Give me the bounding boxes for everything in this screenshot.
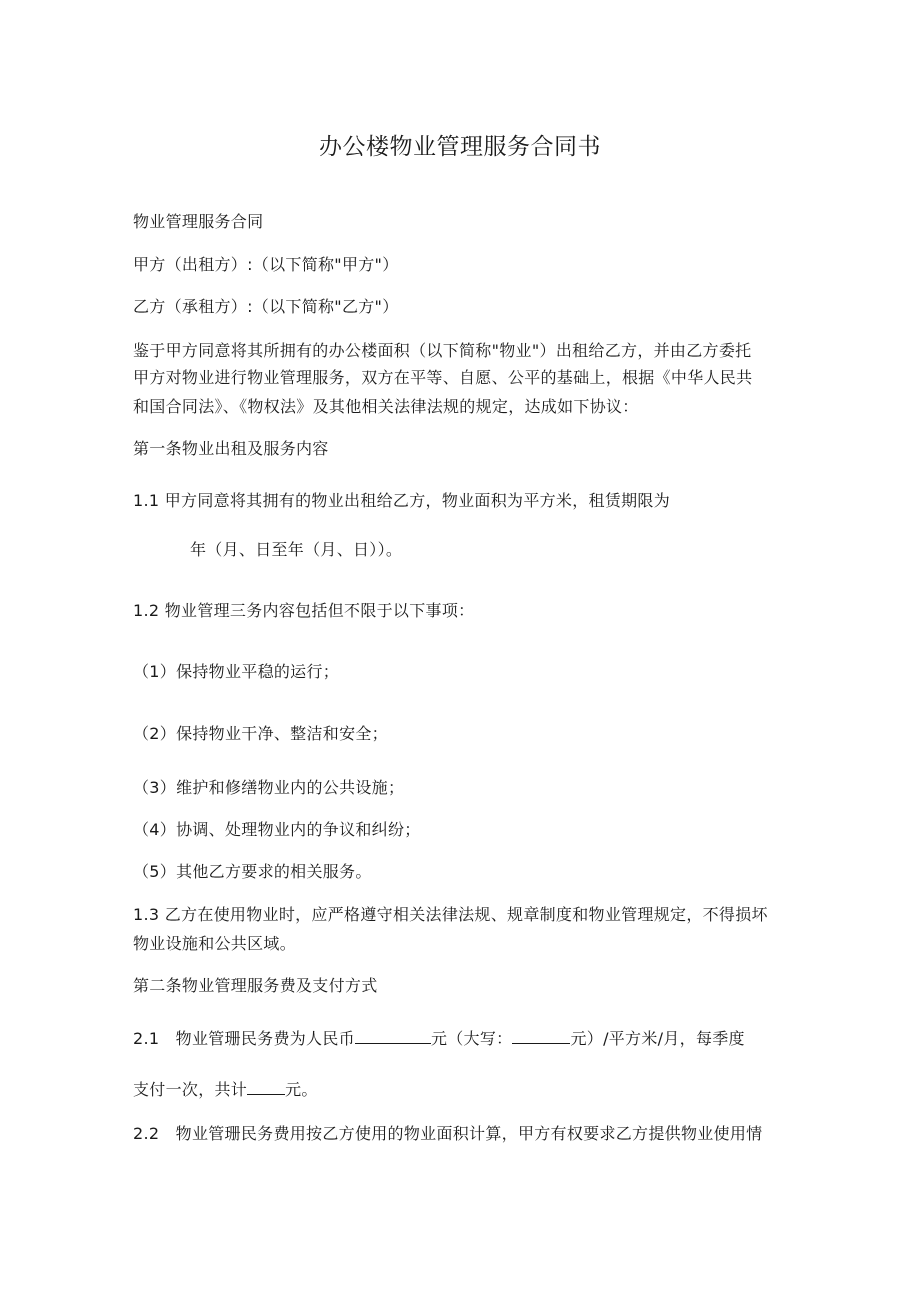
service-item: （4）协调、处理物业内的争议和纠纷； (133, 820, 421, 839)
party-b-line: 乙方（承租方）:（以下简称"乙方"） (133, 297, 399, 316)
subtitle: 物业管理服务合同 (133, 212, 264, 231)
service-item: （1）保持物业平稳的运行； (133, 662, 340, 681)
clause-1-3-continued: 物业设施和公共区域。 (133, 934, 297, 953)
clause-2-1-continued (133, 1078, 318, 1101)
service-item: （3）维护和修缮物业内的公共设施； (133, 778, 405, 797)
clause-1-2: 1.2 物业管理三务内容包括但不限于以下事项： (133, 601, 475, 620)
clause-2-2: 2.2 物业管珊民务费用按乙方使用的物业面积计算，甲方有权要求乙方提供物业使用情 (133, 1124, 763, 1143)
clause-2-1-text: 元。 (285, 1080, 318, 1099)
preamble-line: 和国合同法》、《物权法》及其他相关法律法规的规定，达成如下协议： (133, 397, 639, 416)
clause-2-1-text: 元）/平方米/月，每季度 (570, 1029, 745, 1048)
service-item: （5）其他乙方要求的相关服务。 (133, 862, 372, 881)
service-item: （2）保持物业干净、整洁和安全； (133, 724, 388, 743)
clause-2-1-text: 元（大写： (430, 1029, 513, 1048)
document-title: 办公楼物业管理服务合同书 (319, 134, 601, 160)
clause-1-3: 1.3 乙方在使用物业时，应严格遵守相关法律法规、规章制度和物业管理规定，不得损坏 (133, 905, 768, 924)
clause-1-1: 1.1 甲方同意将其拥有的物业出租给乙方，物业面积为平方米，租赁期限为 (133, 491, 671, 510)
clause-1-1-continued: 年（月、日至年（月、日））。 (190, 540, 403, 559)
party-a-line: 甲方（出租方）:（以下简称"甲方"） (133, 255, 399, 274)
clause-2-1-text: 支付一次，共计 (133, 1080, 248, 1099)
clause-2-1-text: 2.1 物业管珊民务费为人民币 (133, 1029, 355, 1048)
article-1-heading: 第一条物业出租及服务内容 (133, 439, 329, 458)
blank-amount-field (355, 1027, 431, 1044)
article-2-heading: 第二条物业管理服务费及支付方式 (133, 976, 378, 995)
blank-amount-words-field (512, 1027, 570, 1044)
preamble-line: 甲方对物业进行物业管理服务，双方在平等、自愿、公平的基础上，根据《中华人民共 (133, 368, 753, 387)
preamble-line: 鉴于甲方同意将其所拥有的办公楼面积（以下简称"物业"）出租给乙方，并由乙方委托 (133, 341, 752, 360)
blank-total-field (247, 1078, 285, 1095)
clause-2-1 (133, 1027, 745, 1050)
